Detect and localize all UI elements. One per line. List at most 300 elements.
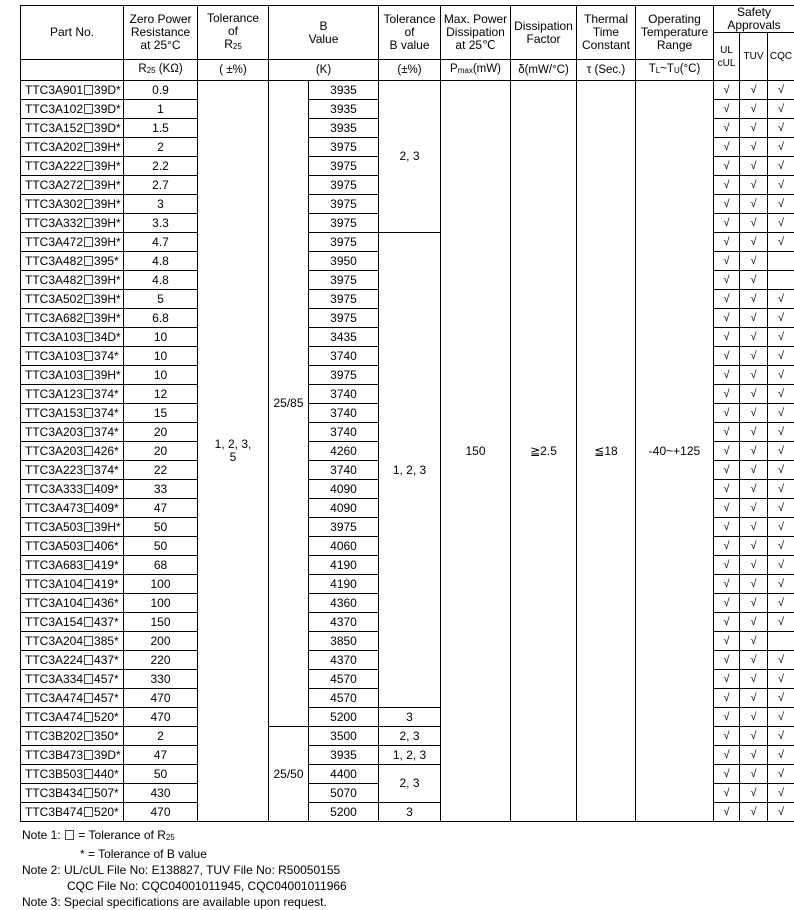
b-value: 3935 [309, 100, 379, 119]
resistance: 3.3 [124, 214, 198, 233]
tuv-approval: √ [740, 765, 768, 784]
tuv-approval: √ [740, 157, 768, 176]
header-thermal: Thermal Time Constant [577, 6, 636, 60]
part-prefix: TTC3A901 [25, 83, 83, 97]
cqc-approval: √ [768, 613, 794, 632]
cqc-approval: √ [768, 328, 794, 347]
cqc-approval: √ [768, 81, 794, 100]
note-1: Note 1: = Tolerance of $R_{25}$ [22, 827, 347, 846]
ul-approval: √ [714, 784, 740, 803]
cqc-approval: √ [768, 233, 794, 252]
part-suffix: 437* [94, 653, 119, 667]
tuv-approval: √ [740, 119, 768, 138]
tuv-approval: √ [740, 81, 768, 100]
part-suffix: 406* [94, 539, 119, 553]
tuv-approval: √ [740, 138, 768, 157]
tuv-approval: √ [740, 423, 768, 442]
tolerance-box [84, 218, 93, 228]
ul-approval: √ [714, 385, 740, 404]
cqc-approval: √ [768, 138, 794, 157]
resistance: 220 [124, 651, 198, 670]
part-prefix: TTC3A123 [25, 387, 83, 401]
part-number [21, 594, 124, 613]
table-row [21, 81, 794, 100]
cqc-approval: √ [768, 442, 794, 461]
part-suffix: 426* [94, 444, 119, 458]
tolerance-box [84, 408, 93, 418]
part-prefix: TTC3B474 [25, 805, 83, 819]
part-number [21, 252, 124, 271]
tuv-approval: √ [740, 689, 768, 708]
ul-approval: √ [714, 689, 740, 708]
header-zero-power: Zero Power Resistance at 25°C [124, 6, 198, 60]
resistance: 100 [124, 594, 198, 613]
cqc-approval: √ [768, 537, 794, 556]
part-prefix: TTC3A103 [25, 330, 83, 344]
tuv-approval: √ [740, 518, 768, 537]
header-ul: UL cUL [714, 33, 740, 81]
note-1-star: * = Tolerance of B value [22, 846, 347, 862]
resistance: 1 [124, 100, 198, 119]
part-suffix: 374* [94, 463, 119, 477]
part-number [21, 765, 124, 784]
resistance: 15 [124, 404, 198, 423]
ul-approval: √ [714, 214, 740, 233]
note-3: Note 3: Special specifications are available upon request. [22, 894, 347, 910]
part-suffix: 39H* [94, 235, 121, 249]
tuv-approval: √ [740, 784, 768, 803]
part-prefix: TTC3A503 [25, 539, 83, 553]
ul-approval: √ [714, 518, 740, 537]
tuv-approval: √ [740, 803, 768, 822]
resistance: 150 [124, 613, 198, 632]
part-prefix: TTC3A104 [25, 596, 83, 610]
part-prefix: TTC3B503 [25, 767, 83, 781]
cqc-approval [768, 271, 794, 290]
resistance: 2.2 [124, 157, 198, 176]
part-suffix: 419* [94, 558, 119, 572]
b-value: 4570 [309, 670, 379, 689]
part-suffix: 350* [94, 729, 119, 743]
part-suffix: 39H* [94, 159, 121, 173]
max-power: 150 [441, 81, 511, 822]
ul-approval: √ [714, 81, 740, 100]
ul-approval: √ [714, 423, 740, 442]
resistance: 4.8 [124, 271, 198, 290]
header-part-no: Part No. [21, 6, 124, 60]
tolerance-box [84, 522, 93, 532]
part-prefix: TTC3B434 [25, 786, 83, 800]
b-value: 4370 [309, 613, 379, 632]
part-number [21, 233, 124, 252]
tolerance-box [84, 788, 93, 798]
tolerance-box [84, 579, 93, 589]
ul-approval: √ [714, 461, 740, 480]
resistance: 430 [124, 784, 198, 803]
resistance: 12 [124, 385, 198, 404]
b-value: 4570 [309, 689, 379, 708]
tuv-approval: √ [740, 651, 768, 670]
unit-tol-b: (±%) [379, 60, 441, 81]
b-value: 5200 [309, 803, 379, 822]
tuv-approval: √ [740, 594, 768, 613]
resistance: 68 [124, 556, 198, 575]
part-number [21, 670, 124, 689]
cqc-approval: √ [768, 784, 794, 803]
b-value: 3975 [309, 233, 379, 252]
resistance: 20 [124, 442, 198, 461]
cqc-approval [768, 632, 794, 651]
part-number [21, 138, 124, 157]
part-prefix: TTC3A202 [25, 140, 83, 154]
b-value: 4400 [309, 765, 379, 784]
ul-approval: √ [714, 556, 740, 575]
part-number [21, 784, 124, 803]
cqc-approval: √ [768, 518, 794, 537]
spec-body [21, 81, 794, 822]
part-suffix: 374* [94, 406, 119, 420]
part-suffix: 437* [94, 615, 119, 629]
part-number [21, 157, 124, 176]
note-2-cqc: CQC File No: CQC04001011945, CQC04001011966 [22, 878, 347, 894]
tuv-approval: √ [740, 670, 768, 689]
b-value: 3435 [309, 328, 379, 347]
tolerance-box [84, 332, 93, 342]
ul-approval: √ [714, 670, 740, 689]
cqc-approval: √ [768, 119, 794, 138]
part-prefix: TTC3B473 [25, 748, 83, 762]
part-suffix: 374* [94, 349, 119, 363]
part-number [21, 214, 124, 233]
tolerance-box [84, 370, 93, 380]
part-prefix: TTC3A104 [25, 577, 83, 591]
cqc-approval: √ [768, 746, 794, 765]
b-value: 3740 [309, 461, 379, 480]
tuv-approval: √ [740, 613, 768, 632]
b-value: 4090 [309, 499, 379, 518]
b-value: 3975 [309, 366, 379, 385]
part-prefix: TTC3A102 [25, 102, 83, 116]
ul-approval: √ [714, 100, 740, 119]
ul-approval: √ [714, 233, 740, 252]
part-suffix: 39H* [94, 311, 121, 325]
b-value: 3935 [309, 746, 379, 765]
tolerance-box [84, 636, 93, 646]
b-value: 4190 [309, 556, 379, 575]
part-suffix: 457* [94, 672, 119, 686]
tolerance-box [84, 807, 93, 817]
b-value: 3935 [309, 81, 379, 100]
part-prefix: TTC3A482 [25, 273, 83, 287]
cqc-approval: √ [768, 651, 794, 670]
tolerance-box [84, 769, 93, 779]
tuv-approval: √ [740, 290, 768, 309]
tolerance-box [84, 427, 93, 437]
part-prefix: TTC3A222 [25, 159, 83, 173]
tuv-approval: √ [740, 176, 768, 195]
tuv-approval: √ [740, 575, 768, 594]
part-number [21, 328, 124, 347]
header-tuv: TUV [740, 33, 768, 81]
tolerance-box [84, 294, 93, 304]
unit-tol-r: ( ±%) [198, 60, 269, 81]
note-2: Note 2: UL/cUL File No: E138827, TUV File No: R50050155 [22, 862, 347, 878]
unit-b: (K) [269, 60, 379, 81]
unit-r25: $R_{25}$ (KΩ) [124, 60, 198, 81]
part-number [21, 575, 124, 594]
part-number [21, 309, 124, 328]
part-number [21, 176, 124, 195]
tuv-approval: √ [740, 309, 768, 328]
ul-approval: √ [714, 195, 740, 214]
ul-approval: √ [714, 309, 740, 328]
b-value: 3935 [309, 119, 379, 138]
cqc-approval: √ [768, 708, 794, 727]
b-value: 3975 [309, 518, 379, 537]
part-number [21, 385, 124, 404]
tuv-approval: √ [740, 746, 768, 765]
part-prefix: TTC3A103 [25, 368, 83, 382]
part-suffix: 520* [94, 710, 119, 724]
tuv-approval: √ [740, 499, 768, 518]
part-prefix: TTC3A474 [25, 691, 83, 705]
part-number [21, 518, 124, 537]
tolerance-b: 3 [379, 803, 441, 822]
part-suffix: 385* [94, 634, 119, 648]
cqc-approval: √ [768, 385, 794, 404]
ul-approval: √ [714, 290, 740, 309]
ul-approval: √ [714, 708, 740, 727]
tuv-approval: √ [740, 404, 768, 423]
part-suffix: 34D* [94, 330, 121, 344]
part-suffix: 374* [94, 425, 119, 439]
tuv-approval: √ [740, 385, 768, 404]
unit-tau: τ (Sec.) [577, 60, 636, 81]
ul-approval: √ [714, 119, 740, 138]
part-prefix: TTC3A333 [25, 482, 83, 496]
part-suffix: 39D* [94, 748, 121, 762]
notes [22, 827, 347, 910]
b-value: 3740 [309, 347, 379, 366]
header-cqc: CQC [768, 33, 794, 81]
cqc-approval: √ [768, 480, 794, 499]
cqc-approval: √ [768, 556, 794, 575]
box-symbol [65, 830, 74, 840]
part-number [21, 727, 124, 746]
cqc-approval: √ [768, 100, 794, 119]
b-value: 3975 [309, 195, 379, 214]
b-value: 3975 [309, 138, 379, 157]
cqc-approval: √ [768, 404, 794, 423]
part-number [21, 461, 124, 480]
b-temp-range: 25/85 [269, 81, 309, 727]
ul-approval: √ [714, 651, 740, 670]
part-number [21, 119, 124, 138]
unit-range: $T_L\sim T_U(^\circ C)$ [636, 60, 714, 81]
resistance: 50 [124, 518, 198, 537]
b-value: 4190 [309, 575, 379, 594]
tolerance-box [84, 541, 93, 551]
part-prefix: TTC3A683 [25, 558, 83, 572]
resistance: 470 [124, 803, 198, 822]
header-operating: Operating Temperature Range [636, 6, 714, 60]
ul-approval: √ [714, 499, 740, 518]
tuv-approval: √ [740, 708, 768, 727]
part-prefix: TTC3A223 [25, 463, 83, 477]
part-suffix: 395* [94, 254, 119, 268]
tuv-approval: √ [740, 366, 768, 385]
part-suffix: 39H* [94, 216, 121, 230]
cqc-approval [768, 252, 794, 271]
ul-approval: √ [714, 575, 740, 594]
ul-approval: √ [714, 727, 740, 746]
tuv-approval: √ [740, 556, 768, 575]
part-suffix: 409* [94, 501, 119, 515]
cqc-approval: √ [768, 499, 794, 518]
resistance: 200 [124, 632, 198, 651]
cqc-approval: √ [768, 575, 794, 594]
tolerance-box [84, 313, 93, 323]
part-prefix: TTC3A272 [25, 178, 83, 192]
part-number [21, 195, 124, 214]
header-b-value: B Value [269, 6, 379, 60]
part-number [21, 651, 124, 670]
tuv-approval: √ [740, 271, 768, 290]
cqc-approval: √ [768, 423, 794, 442]
part-number [21, 556, 124, 575]
resistance: 1.5 [124, 119, 198, 138]
part-number [21, 480, 124, 499]
tuv-approval: √ [740, 100, 768, 119]
b-value: 3850 [309, 632, 379, 651]
tolerance-box [84, 180, 93, 190]
part-suffix: 39H* [94, 520, 121, 534]
ul-approval: √ [714, 594, 740, 613]
b-value: 5070 [309, 784, 379, 803]
tolerance-box [84, 560, 93, 570]
thermal-constant: ≦18 [577, 81, 636, 822]
header-tolerance-b: Tolerance of B value [379, 6, 441, 60]
b-temp-range: 25/50 [269, 727, 309, 822]
resistance: 10 [124, 328, 198, 347]
b-value: 4090 [309, 480, 379, 499]
cqc-approval: √ [768, 176, 794, 195]
resistance: 100 [124, 575, 198, 594]
part-suffix: 39H* [94, 197, 121, 211]
part-prefix: TTC3A103 [25, 349, 83, 363]
tolerance-box [84, 712, 93, 722]
ul-approval: √ [714, 803, 740, 822]
ul-approval: √ [714, 366, 740, 385]
tolerance-box [84, 484, 93, 494]
tolerance-b: 2, 3 [379, 81, 441, 233]
tolerance-b: 1, 2, 3 [379, 746, 441, 765]
b-value: 3975 [309, 290, 379, 309]
part-prefix: TTC3A203 [25, 425, 83, 439]
part-number [21, 803, 124, 822]
unit-pmax: $P_{max}(mW)$ [441, 60, 511, 81]
resistance: 5 [124, 290, 198, 309]
cqc-approval: √ [768, 461, 794, 480]
resistance: 3 [124, 195, 198, 214]
tuv-approval: √ [740, 347, 768, 366]
part-number [21, 613, 124, 632]
tolerance-box [84, 85, 93, 95]
ul-approval: √ [714, 537, 740, 556]
tol-r-line1: 1, 2, 3, [215, 437, 252, 451]
cqc-approval: √ [768, 347, 794, 366]
tuv-approval: √ [740, 233, 768, 252]
resistance: 4.7 [124, 233, 198, 252]
part-prefix: TTC3A473 [25, 501, 83, 515]
part-prefix: TTC3A503 [25, 520, 83, 534]
cqc-approval: √ [768, 214, 794, 233]
cqc-approval: √ [768, 765, 794, 784]
ul-approval: √ [714, 347, 740, 366]
part-suffix: 457* [94, 691, 119, 705]
tolerance-r25 [198, 81, 269, 822]
tuv-approval: √ [740, 727, 768, 746]
tolerance-box [84, 389, 93, 399]
header-max-power: Max. Power Dissipation at 25℃ [441, 6, 511, 60]
part-number [21, 290, 124, 309]
part-prefix: TTC3A482 [25, 254, 83, 268]
part-number [21, 746, 124, 765]
resistance: 22 [124, 461, 198, 480]
tolerance-b: 2, 3 [379, 727, 441, 746]
part-prefix: TTC3B202 [25, 729, 83, 743]
part-number [21, 100, 124, 119]
ul-approval: √ [714, 765, 740, 784]
tolerance-box [84, 503, 93, 513]
tolerance-b: 2, 3 [379, 765, 441, 803]
part-prefix: TTC3A682 [25, 311, 83, 325]
tolerance-box [84, 256, 93, 266]
part-number [21, 423, 124, 442]
part-number [21, 404, 124, 423]
part-number [21, 366, 124, 385]
tolerance-box [84, 750, 93, 760]
part-suffix: 374* [94, 387, 119, 401]
tolerance-box [84, 275, 93, 285]
b-value: 4360 [309, 594, 379, 613]
part-suffix: 39D* [94, 83, 121, 97]
resistance: 47 [124, 499, 198, 518]
ul-approval: √ [714, 138, 740, 157]
b-value: 3975 [309, 176, 379, 195]
ul-approval: √ [714, 157, 740, 176]
tolerance-b: 3 [379, 708, 441, 727]
tolerance-box [84, 465, 93, 475]
part-suffix: 507* [94, 786, 119, 800]
resistance: 10 [124, 347, 198, 366]
tuv-approval: √ [740, 480, 768, 499]
header-safety: Safety Approvals [714, 6, 794, 33]
tolerance-box [84, 674, 93, 684]
tuv-approval: √ [740, 442, 768, 461]
resistance: 0.9 [124, 81, 198, 100]
part-suffix: 520* [94, 805, 119, 819]
tolerance-box [84, 598, 93, 608]
part-prefix: TTC3A472 [25, 235, 83, 249]
resistance: 50 [124, 537, 198, 556]
tolerance-box [84, 655, 93, 665]
tuv-approval: √ [740, 632, 768, 651]
b-value: 3975 [309, 271, 379, 290]
cqc-approval: √ [768, 290, 794, 309]
part-suffix: 39H* [94, 140, 121, 154]
b-value: 4260 [309, 442, 379, 461]
